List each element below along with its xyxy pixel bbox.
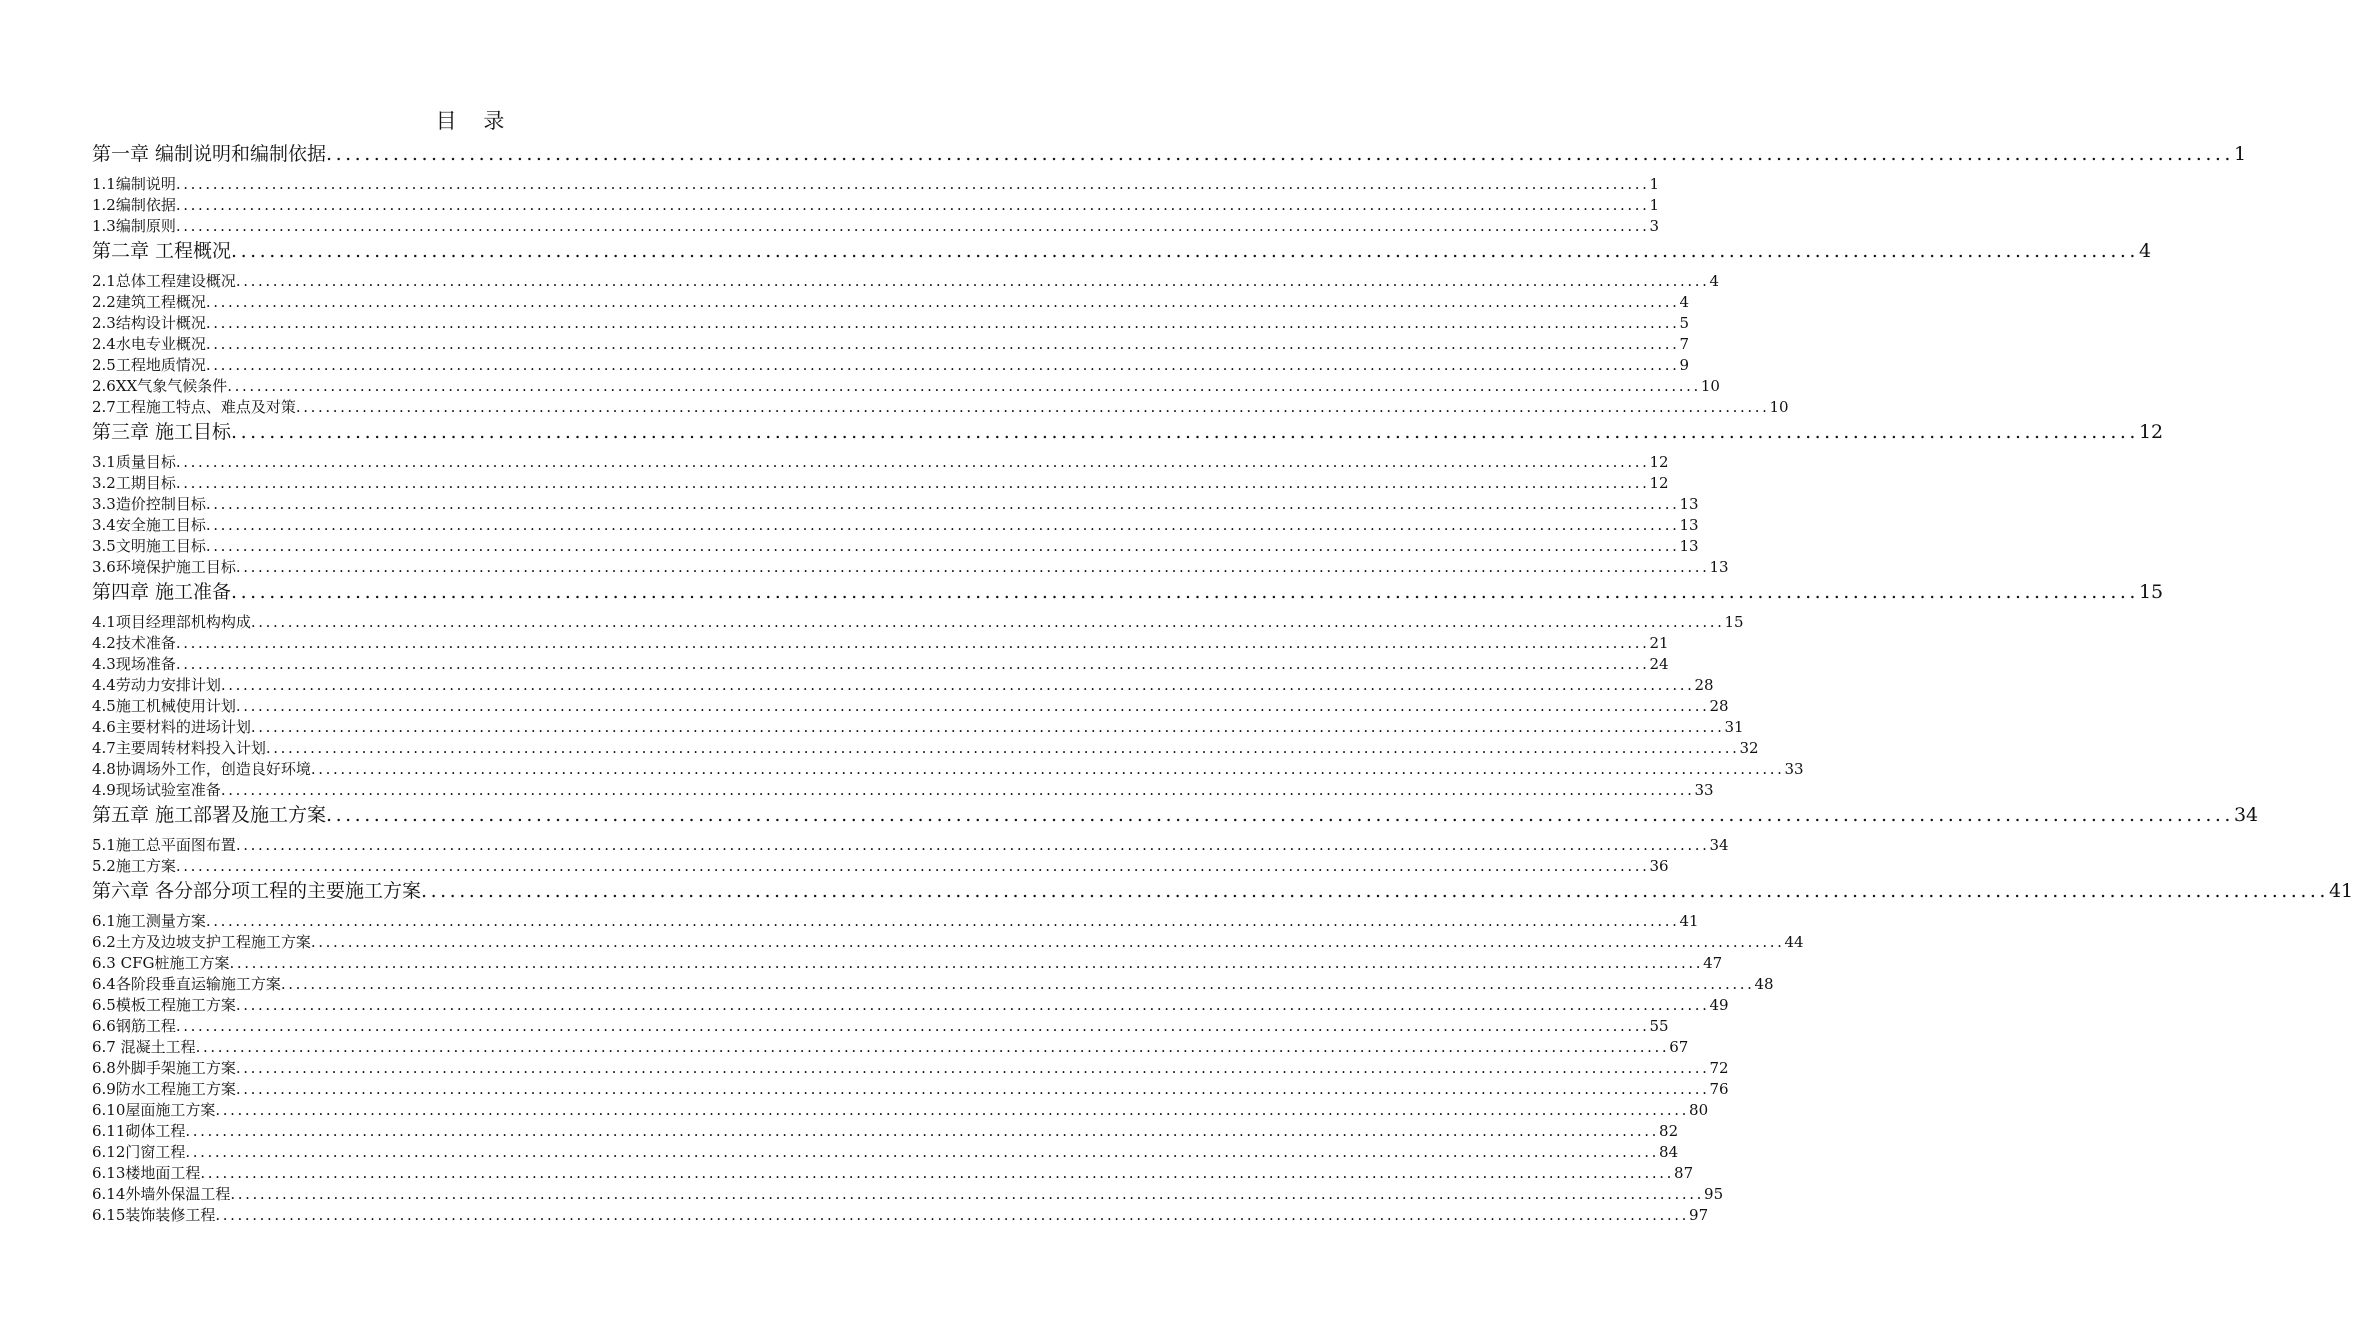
section-title: 3.1质量目标 xyxy=(92,453,176,471)
toc-section-entry[interactable] xyxy=(92,911,1699,932)
toc-section-entry[interactable] xyxy=(92,974,1774,995)
section-title: 2.6XX气象气候条件 xyxy=(92,377,228,395)
toc-section-entry[interactable] xyxy=(92,313,1690,334)
page-number: 80 xyxy=(1689,1101,1709,1119)
dot-leader: ........................................................................................................................................................................................................ xyxy=(175,474,1650,492)
dot-leader: ........................................................................................................................................................................................................ xyxy=(205,912,1680,930)
dot-leader: ........................................................................................................................................................................................................ xyxy=(231,421,2139,443)
dot-leader: ........................................................................................................................................................................................................ xyxy=(231,240,2139,262)
section-title: 6.13楼地面工程 xyxy=(92,1164,201,1182)
page-number: 82 xyxy=(1659,1122,1679,1140)
section-title: 6.9防水工程施工方案 xyxy=(92,1080,236,1098)
dot-leader: ........................................................................................................................................................................................................ xyxy=(231,581,2139,603)
dot-leader: ........................................................................................................................................................................................................ xyxy=(235,272,1710,290)
dot-leader: ........................................................................................................................................................................................................ xyxy=(205,314,1680,332)
page-number: 31 xyxy=(1724,718,1744,736)
chapter-title: 第四章 施工准备 xyxy=(92,581,232,603)
dot-leader: ........................................................................................................................................................................................................ xyxy=(185,1122,1660,1140)
toc-section-entry[interactable] xyxy=(92,334,1690,355)
dot-leader: ........................................................................................................................................................................................................ xyxy=(215,1206,1690,1224)
toc-section-entry[interactable] xyxy=(92,473,1669,494)
toc-section-entry[interactable] xyxy=(92,1079,1729,1100)
page-number: 4 xyxy=(1709,272,1720,290)
section-title: 4.2技术准备 xyxy=(92,634,176,652)
dot-leader: ........................................................................................................................................................................................................ xyxy=(220,781,1695,799)
toc-section-entry[interactable] xyxy=(92,932,1804,953)
dot-leader: ........................................................................................................................................................................................................ xyxy=(235,558,1710,576)
dot-leader: ........................................................................................................................................................................................................ xyxy=(280,975,1755,993)
page-number: 48 xyxy=(1754,975,1774,993)
section-title: 4.6主要材料的进场计划 xyxy=(92,718,251,736)
section-title: 6.11砌体工程 xyxy=(92,1122,186,1140)
toc-section-entry[interactable] xyxy=(92,1016,1669,1037)
page-number: 13 xyxy=(1679,537,1699,555)
page-number: 76 xyxy=(1709,1080,1729,1098)
page-number: 7 xyxy=(1679,335,1690,353)
toc-section-entry[interactable] xyxy=(92,1163,1694,1184)
page-number: 3 xyxy=(1649,217,1660,235)
page-number: 28 xyxy=(1709,697,1729,715)
dot-leader: ........................................................................................................................................................................................................ xyxy=(175,175,1650,193)
dot-leader: ........................................................................................................................................................................................................ xyxy=(175,453,1650,471)
toc-section-entry[interactable] xyxy=(92,1037,1689,1058)
section-title: 2.5工程地质情况 xyxy=(92,356,206,374)
section-title: 4.7主要周转材料投入计划 xyxy=(92,739,266,757)
dot-leader: ........................................................................................................................................................................................................ xyxy=(235,1080,1710,1098)
page-number: 33 xyxy=(1694,781,1714,799)
toc-section-entry[interactable] xyxy=(92,759,1804,780)
page-number: 13 xyxy=(1709,558,1729,576)
dot-leader: ........................................................................................................................................................................................................ xyxy=(326,143,2234,165)
section-title: 6.5模板工程施工方案 xyxy=(92,996,236,1014)
dot-leader: ........................................................................................................................................................................................................ xyxy=(215,1101,1690,1119)
dot-leader: ........................................................................................................................................................................................................ xyxy=(295,398,1770,416)
section-title: 6.12门窗工程 xyxy=(92,1143,186,1161)
dot-leader: ........................................................................................................................................................................................................ xyxy=(235,836,1710,854)
toc-section-entry[interactable] xyxy=(92,995,1729,1016)
dot-leader: ........................................................................................................................................................................................................ xyxy=(250,613,1725,631)
dot-leader: ........................................................................................................................................................................................................ xyxy=(185,1143,1660,1161)
dot-leader: ........................................................................................................................................................................................................ xyxy=(421,880,2329,902)
section-title: 6.10屋面施工方案 xyxy=(92,1101,216,1119)
toc-section-entry[interactable] xyxy=(92,780,1714,801)
toc-section-entry[interactable] xyxy=(92,1058,1729,1079)
toc-section-entry[interactable] xyxy=(92,1205,1709,1226)
dot-leader: ........................................................................................................................................................................................................ xyxy=(205,356,1680,374)
dot-leader: ........................................................................................................................................................................................................ xyxy=(250,718,1725,736)
toc-section-entry[interactable] xyxy=(92,717,1744,738)
page-number: 67 xyxy=(1669,1038,1689,1056)
page-number: 97 xyxy=(1689,1206,1709,1224)
page-number: 32 xyxy=(1739,739,1759,757)
section-title: 6.2土方及边坡支护工程施工方案 xyxy=(92,933,311,951)
toc-section-entry[interactable] xyxy=(92,174,1660,195)
toc-section-entry[interactable] xyxy=(92,1121,1679,1142)
page-number: 24 xyxy=(1649,655,1669,673)
dot-leader: ........................................................................................................................................................................................................ xyxy=(310,933,1785,951)
section-title: 2.1总体工程建设概况 xyxy=(92,272,236,290)
toc-section-entry[interactable] xyxy=(92,1100,1709,1121)
toc-section-entry[interactable] xyxy=(92,953,1723,974)
page-number: 34 xyxy=(2233,804,2259,826)
dot-leader: ........................................................................................................................................................................................................ xyxy=(175,217,1650,235)
page-number: 10 xyxy=(1769,398,1789,416)
page-number: 49 xyxy=(1709,996,1729,1014)
chapter-title: 第一章 编制说明和编制依据 xyxy=(92,143,327,165)
toc-section-entry[interactable] xyxy=(92,515,1699,536)
dot-leader: ........................................................................................................................................................................................................ xyxy=(175,857,1650,875)
page-number: 4 xyxy=(2138,240,2152,262)
toc-section-entry[interactable] xyxy=(92,452,1669,473)
section-title: 3.2工期目标 xyxy=(92,474,176,492)
dot-leader: ........................................................................................................................................................................................................ xyxy=(227,377,1701,395)
toc-section-entry[interactable] xyxy=(92,856,1669,877)
page-number: 33 xyxy=(1784,760,1804,778)
dot-leader: ........................................................................................................................................................................................................ xyxy=(205,293,1680,311)
chapter-title: 第二章 工程概况 xyxy=(92,240,232,262)
toc-section-entry[interactable] xyxy=(92,633,1669,654)
chapter-title: 第五章 施工部署及施工方案 xyxy=(92,804,327,826)
section-title: 6.8外脚手架施工方案 xyxy=(92,1059,236,1077)
table-of-contents xyxy=(92,140,2353,1226)
toc-section-entry[interactable] xyxy=(92,1184,1724,1205)
section-title: 6.6钢筋工程 xyxy=(92,1017,176,1035)
toc-section-entry[interactable] xyxy=(92,675,1714,696)
page-number: 1 xyxy=(1649,175,1660,193)
page-number: 10 xyxy=(1700,377,1720,395)
section-title: 6.3 CFG桩施工方案 xyxy=(92,954,230,972)
section-title: 2.3结构设计概况 xyxy=(92,314,206,332)
page-number: 1 xyxy=(1649,196,1660,214)
page-number: 41 xyxy=(2328,880,2353,902)
section-title: 4.4劳动力安排计划 xyxy=(92,676,221,694)
page-number: 13 xyxy=(1679,495,1699,513)
toc-section-entry[interactable] xyxy=(92,654,1669,675)
section-title: 2.7工程施工特点、难点及对策 xyxy=(92,398,296,416)
section-title: 6.7 混凝土工程 xyxy=(92,1038,196,1056)
toc-chapter-entry[interactable] xyxy=(92,237,2152,265)
page-number: 41 xyxy=(1679,912,1699,930)
dot-leader: ........................................................................................................................................................................................................ xyxy=(205,335,1680,353)
page-number: 12 xyxy=(1649,474,1669,492)
chapter-title: 第三章 施工目标 xyxy=(92,421,232,443)
section-title: 6.15装饰装修工程 xyxy=(92,1206,216,1224)
page-number: 5 xyxy=(1679,314,1690,332)
toc-section-entry[interactable] xyxy=(92,738,1759,759)
page-number: 95 xyxy=(1704,1185,1724,1203)
toc-title: 目 录 xyxy=(435,109,515,133)
section-title: 6.1施工测量方案 xyxy=(92,912,206,930)
toc-section-entry[interactable] xyxy=(92,1142,1679,1163)
section-title: 2.2建筑工程概况 xyxy=(92,293,206,311)
dot-leader: ........................................................................................................................................................................................................ xyxy=(200,1164,1675,1182)
dot-leader: ........................................................................................................................................................................................................ xyxy=(230,1185,1705,1203)
page-number: 84 xyxy=(1659,1143,1679,1161)
section-title: 4.1项目经理部机构构成 xyxy=(92,613,251,631)
page-number: 15 xyxy=(1724,613,1744,631)
dot-leader: ........................................................................................................................................................................................................ xyxy=(205,516,1680,534)
section-title: 6.14外墙外保温工程 xyxy=(92,1185,231,1203)
section-title: 3.6环境保护施工目标 xyxy=(92,558,236,576)
page-number: 87 xyxy=(1674,1164,1694,1182)
dot-leader: ........................................................................................................................................................................................................ xyxy=(175,655,1650,673)
page-number: 15 xyxy=(2138,581,2164,603)
section-title: 1.1编制说明 xyxy=(92,175,176,193)
dot-leader: ........................................................................................................................................................................................................ xyxy=(235,697,1710,715)
dot-leader: ........................................................................................................................................................................................................ xyxy=(235,996,1710,1014)
dot-leader: ........................................................................................................................................................................................................ xyxy=(175,196,1650,214)
page-number: 47 xyxy=(1703,954,1723,972)
toc-section-entry[interactable] xyxy=(92,397,1789,418)
page-number: 12 xyxy=(1649,453,1669,471)
dot-leader: ........................................................................................................................................................................................................ xyxy=(235,1059,1710,1077)
toc-section-entry[interactable] xyxy=(92,612,1744,633)
toc-section-entry[interactable] xyxy=(92,536,1699,557)
page-number: 36 xyxy=(1649,857,1669,875)
section-title: 1.2编制依据 xyxy=(92,196,176,214)
toc-section-entry[interactable] xyxy=(92,355,1690,376)
section-title: 6.4各阶段垂直运输施工方案 xyxy=(92,975,281,993)
section-title: 3.3造价控制目标 xyxy=(92,495,206,513)
page-number: 9 xyxy=(1679,356,1690,374)
section-title: 4.5施工机械使用计划 xyxy=(92,697,236,715)
toc-section-entry[interactable] xyxy=(92,696,1729,717)
page-number: 72 xyxy=(1709,1059,1729,1077)
dot-leader: ........................................................................................................................................................................................................ xyxy=(229,954,1704,972)
dot-leader: ........................................................................................................................................................................................................ xyxy=(205,495,1680,513)
section-title: 4.8协调场外工作，创造良好环境 xyxy=(92,760,311,778)
section-title: 3.4安全施工目标 xyxy=(92,516,206,534)
toc-chapter-entry[interactable] xyxy=(92,578,2164,606)
dot-leader: ........................................................................................................................................................................................................ xyxy=(326,804,2234,826)
dot-leader: ........................................................................................................................................................................................................ xyxy=(265,739,1740,757)
page-number: 12 xyxy=(2138,421,2164,443)
toc-section-entry[interactable] xyxy=(92,195,1660,216)
toc-section-entry[interactable] xyxy=(92,376,1720,397)
dot-leader: ........................................................................................................................................................................................................ xyxy=(175,1017,1650,1035)
section-title: 5.2施工方案 xyxy=(92,857,176,875)
page-number: 13 xyxy=(1679,516,1699,534)
section-title: 5.1施工总平面图布置 xyxy=(92,836,236,854)
toc-section-entry[interactable] xyxy=(92,216,1660,237)
dot-leader: ........................................................................................................................................................................................................ xyxy=(175,634,1650,652)
section-title: 1.3编制原则 xyxy=(92,217,176,235)
section-title: 3.5文明施工目标 xyxy=(92,537,206,555)
toc-chapter-entry[interactable] xyxy=(92,877,2353,905)
toc-section-entry[interactable] xyxy=(92,271,1720,292)
page-number: 44 xyxy=(1784,933,1804,951)
section-title: 4.3现场准备 xyxy=(92,655,176,673)
page-number: 4 xyxy=(1679,293,1690,311)
page-number: 1 xyxy=(2233,143,2247,165)
dot-leader: ........................................................................................................................................................................................................ xyxy=(195,1038,1670,1056)
toc-chapter-entry[interactable] xyxy=(92,418,2164,446)
toc-section-entry[interactable] xyxy=(92,557,1729,578)
toc-section-entry[interactable] xyxy=(92,292,1690,313)
toc-section-entry[interactable] xyxy=(92,494,1699,515)
page-number: 55 xyxy=(1649,1017,1669,1035)
chapter-title: 第六章 各分部分项工程的主要施工方案 xyxy=(92,880,422,902)
dot-leader: ........................................................................................................................................................................................................ xyxy=(205,537,1680,555)
toc-chapter-entry[interactable] xyxy=(92,801,2259,829)
page-number: 21 xyxy=(1649,634,1669,652)
toc-chapter-entry[interactable] xyxy=(92,140,2247,168)
page-number: 34 xyxy=(1709,836,1729,854)
dot-leader: ........................................................................................................................................................................................................ xyxy=(310,760,1785,778)
page-number: 28 xyxy=(1694,676,1714,694)
toc-section-entry[interactable] xyxy=(92,835,1729,856)
section-title: 2.4水电专业概况 xyxy=(92,335,206,353)
section-title: 4.9现场试验室准备 xyxy=(92,781,221,799)
dot-leader: ........................................................................................................................................................................................................ xyxy=(220,676,1695,694)
